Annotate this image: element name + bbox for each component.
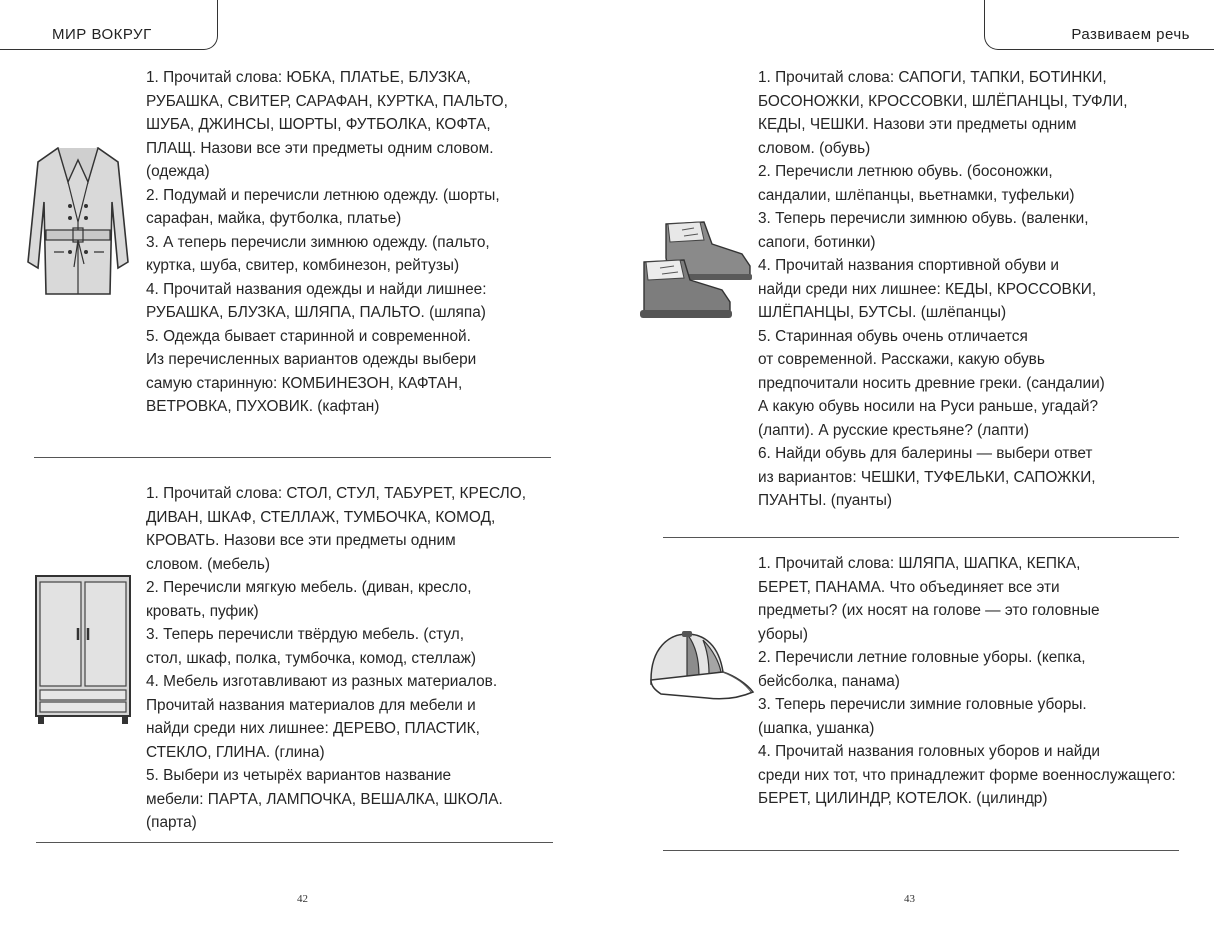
wardrobe-icon	[34, 574, 132, 726]
text-line: РУБАШКА, СВИТЕР, САРАФАН, КУРТКА, ПАЛЬТО,	[146, 92, 508, 110]
text-line: 3. Теперь перечисли зимние головные уборы.	[758, 696, 1087, 713]
section-divider	[36, 842, 553, 843]
right-page	[607, 0, 1214, 930]
text-line: ШЛЁПАНЦЫ, БУТСЫ. (шлёпанцы)	[758, 304, 1007, 321]
text-line: 1. Прочитай слова: ЮБКА, ПЛАТЬЕ, БЛУЗКА,	[146, 69, 471, 86]
right-page-header: Развиваем речь	[1071, 26, 1190, 43]
text-line: 3. Теперь перечисли зимнюю обувь. (валенки,	[758, 210, 1089, 227]
text-line: сарафан, майка, футболка, платье)	[146, 210, 402, 227]
text-line: 4. Мебель изготавливают из разных материалов.	[146, 673, 498, 690]
text-line: ПУАНТЫ. (пуанты)	[758, 492, 893, 509]
text-line: найди среди них лишнее: ДЕРЕВО, ПЛАСТИК,	[146, 720, 480, 737]
page-number: 42	[297, 893, 308, 905]
text-line: 3. Теперь перечисли твёрдую мебель. (стул,	[146, 626, 464, 643]
text-line: 4. Прочитай названия спортивной обуви и	[758, 257, 1060, 274]
text-line: 5. Старинная обувь очень отличается	[758, 327, 1028, 345]
text-line: 2. Перечисли летние головные уборы. (кепка,	[758, 649, 1086, 666]
text-line: сандалии, шлёпанцы, вьетнамки, туфельки)	[758, 186, 1075, 204]
text-line: Из перечисленных вариантов одежды выбери	[146, 351, 477, 368]
cap-icon	[647, 628, 755, 710]
text-line: стол, шкаф, полка, тумбочка, комод, стеллаж)	[146, 649, 476, 667]
text-line: ШУБА, ДЖИНСЫ, ШОРТЫ, ФУТБОЛКА, КОФТА,	[146, 116, 491, 133]
text-line: (шапка, ушанка)	[758, 719, 875, 737]
text-line: 5. Одежда бывает старинной и современной.	[146, 327, 471, 345]
text-line: (лапти). А русские крестьяне? (лапти)	[758, 421, 1029, 439]
text-line: 4. Прочитай названия одежды и найди лишнее:	[146, 280, 487, 298]
text-line: предметы? (их носят на голове — это головные	[758, 602, 1100, 619]
wardrobe-illustration	[34, 574, 132, 726]
text-line: (одежда)	[146, 163, 210, 180]
text-line: БЕРЕТ, ЦИЛИНДР, КОТЕЛОК. (цилиндр)	[758, 790, 1048, 807]
text-line: 1. Прочитай слова: СТОЛ, СТУЛ, ТАБУРЕТ, КРЕСЛО,	[146, 485, 526, 502]
text-line: словом. (обувь)	[758, 139, 871, 157]
text-line: 5. Выбери из четырёх вариантов название	[146, 767, 452, 784]
text-line: найди среди них лишнее: КЕДЫ, КРОССОВКИ,	[758, 280, 1097, 298]
text-line: куртка, шуба, свитер, комбинезон, рейтузы)	[146, 257, 460, 274]
text-line: БЕРЕТ, ПАНАМА. Что объединяет все эти	[758, 578, 1060, 596]
text-line: ДИВАН, ШКАФ, СТЕЛЛАЖ, ТУМБОЧКА, КОМОД,	[146, 508, 496, 526]
text-line: ВЕТРОВКА, ПУХОВИК. (кафтан)	[146, 398, 380, 415]
text-line: среди них тот, что принадлежит форме военнослужащего:	[758, 766, 1176, 784]
text-line: от современной. Расскажи, какую обувь	[758, 351, 1045, 368]
text-line: 3. А теперь перечисли зимнюю одежду. (пальто,	[146, 233, 490, 251]
text-line: мебели: ПАРТА, ЛАМПОЧКА, ВЕШАЛКА, ШКОЛА.	[146, 790, 503, 808]
text-line: ПЛАЩ. Назови все эти предметы одним словом.	[146, 139, 494, 157]
text-line: бейсболка, панама)	[758, 672, 900, 690]
furniture-section-text	[146, 482, 566, 835]
coat-illustration	[24, 142, 132, 300]
text-line: КРОВАТЬ. Назови все эти предметы одним	[146, 532, 456, 549]
text-line: 2. Подумай и перечисли летнюю одежду. (шорты,	[146, 186, 500, 204]
left-page-header: МИР ВОКРУГ	[52, 26, 152, 43]
text-line: уборы)	[758, 625, 808, 643]
section-divider	[663, 850, 1179, 851]
text-line: 2. Перечисли мягкую мебель. (диван, кресло,	[146, 579, 472, 596]
text-line: сапоги, ботинки)	[758, 233, 876, 251]
text-line: кровать, пуфик)	[146, 602, 259, 620]
text-line: БОСОНОЖКИ, КРОССОВКИ, ШЛЁПАНЦЫ, ТУФЛИ,	[758, 92, 1128, 110]
text-line: 2. Перечисли летнюю обувь. (босоножки,	[758, 163, 1053, 180]
clothes-section-text	[146, 66, 566, 419]
text-line: 4. Прочитай названия головных уборов и найди	[758, 743, 1100, 760]
text-line: 1. Прочитай слова: ШЛЯПА, ШАПКА, КЕПКА,	[758, 555, 1081, 572]
shoes-section-text	[758, 66, 1178, 513]
text-line: СТЕКЛО, ГЛИНА. (глина)	[146, 743, 325, 761]
text-line: 1. Прочитай слова: САПОГИ, ТАПКИ, БОТИНКИ,	[758, 69, 1107, 86]
cap-illustration	[647, 628, 755, 710]
text-line: предпочитали носить древние греки. (сандалии)	[758, 374, 1105, 392]
text-line: Прочитай названия материалов для мебели и	[146, 696, 476, 714]
section-divider	[34, 457, 551, 458]
coat-icon	[24, 142, 132, 300]
section-divider	[663, 537, 1179, 538]
text-line: РУБАШКА, БЛУЗКА, ШЛЯПА, ПАЛЬТО. (шляпа)	[146, 304, 486, 321]
boots-icon	[638, 218, 754, 322]
right-header-tab	[984, 0, 1214, 50]
text-line: самую старинную: КОМБИНЕЗОН, КАФТАН,	[146, 374, 463, 392]
text-line: (парта)	[146, 814, 197, 831]
hats-section-text	[758, 552, 1178, 811]
text-line: А какую обувь носили на Руси раньше, угадай?	[758, 398, 1099, 415]
boots-illustration	[638, 218, 754, 322]
text-line: КЕДЫ, ЧЕШКИ. Назови эти предметы одним	[758, 116, 1077, 133]
text-line: из вариантов: ЧЕШКИ, ТУФЕЛЬКИ, САПОЖКИ,	[758, 468, 1096, 486]
text-line: 6. Найди обувь для балерины — выбери ответ	[758, 445, 1093, 462]
text-line: словом. (мебель)	[146, 555, 271, 573]
left-header-tab	[0, 0, 218, 50]
page-number: 43	[904, 893, 915, 905]
